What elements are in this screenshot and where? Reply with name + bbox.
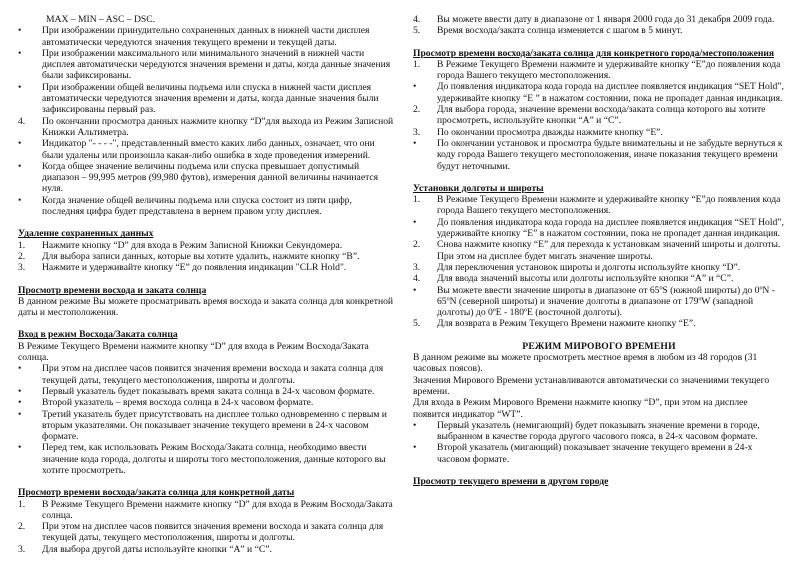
bullet-item	[413, 217, 785, 240]
item-text: При изображении максимального или минимального значений в нижней части дисплея автоматически чередуются значения времени и даты, когда данные значения были зафиксированы.	[42, 47, 391, 82]
item-text: Второй указатель – время восхода солнца в 24-х часовом формате.	[42, 397, 314, 409]
bullet-item	[18, 138, 394, 161]
section-heading: Удаление сохраненных данных	[18, 228, 154, 240]
item-text: В Режиме Текущего Времени нажмите и удерживайте кнопку “E”до появления кода города Вашего текущего местоположения.	[437, 58, 781, 82]
bullet-icon: •	[413, 284, 417, 296]
item-text: Когда общее значение величины подъема или спуска превышает допустимый диапазон – 99,995 метров (99,980 футов), измерения данной величины начинается нуля.	[42, 160, 379, 195]
bullet-item	[18, 442, 394, 476]
item-number: 2.	[413, 239, 421, 251]
item-text: Для ввода значений высоты или долготы используйте кнопки “A” и “C”.	[437, 273, 734, 285]
numbered-item	[413, 273, 785, 284]
bullet-item	[413, 138, 785, 172]
bullet-icon: •	[18, 385, 22, 397]
numbered-item	[18, 262, 394, 273]
paragraph: В Режиме Текущего Времени нажмите кнопку “D” для входа в Режим Восхода/Заката солнца.	[18, 340, 369, 364]
bullet-icon: •	[18, 363, 22, 375]
section-heading: Просмотр времени восхода/заката солнца для конкретного города/местоположения	[413, 47, 775, 59]
bullet-item	[413, 420, 785, 443]
numbered-item	[18, 544, 394, 555]
bullet-icon: •	[413, 137, 417, 149]
item-text: Снова нажмите кнопку “E” для перехода к установкам значений широты и долготы. При этом на дисплее будет мигать значение широты.	[437, 239, 781, 262]
item-number: 1.	[413, 58, 421, 70]
item-text: До появления индикатора кода города на дисплее появляется индикация “SET Hold”, удерживайте кнопку “E ” в нажатом состоянии, пока не пропадет данная индикация.	[437, 81, 784, 104]
item-number: 2.	[18, 521, 26, 533]
item-number: 1.	[413, 194, 421, 206]
right-column	[413, 14, 785, 487]
section-heading: Просмотр текущего времени в другом городе	[413, 475, 609, 487]
item-text: По окончании просмотра данных нажмите кнопку “D”для выхода из Режим Записной Книжки Альтиметра.	[42, 115, 394, 138]
item-text: При изображении общей величины подъема или спуска в нижней части дисплея автоматически чередуются значения времени и даты, когда данные значения были зафиксированы первый раз.	[42, 81, 379, 116]
item-text: Для выбора другой даты используйте кнопки “A” и “C”.	[42, 543, 272, 555]
item-text: Для возврата в Режим Текущего Времени нажмите кнопку “E”.	[437, 318, 696, 330]
item-text: Первый указатель (немигающий) будет показывать значение времени в городе, выбранном в качестве города другого часового пояса, в 24-х часовом формате.	[437, 419, 760, 443]
item-number: 4.	[413, 273, 421, 285]
bullet-item	[18, 25, 394, 48]
bullet-item	[18, 363, 394, 386]
bullet-icon: •	[18, 160, 22, 172]
section-heading: Установки долготы и широты	[413, 182, 544, 194]
bullet-icon: •	[18, 25, 22, 37]
item-number: 2.	[18, 250, 26, 262]
item-number: 4.	[413, 14, 421, 25]
bullet-icon: •	[413, 81, 417, 93]
item-text: Нажмите и удерживайте кнопку “E” до появления индикации "CLR Hold".	[42, 262, 347, 274]
item-text: По окончании просмотра дважды нажмите кнопку “E”.	[437, 126, 663, 138]
left-column	[18, 14, 394, 555]
item-number: 1.	[18, 498, 26, 510]
bullet-icon: •	[18, 442, 22, 454]
item-number: 5.	[413, 318, 421, 330]
bullet-icon: •	[18, 47, 22, 59]
item-text: Индикатор "- - - -", представленный вместо каких либо данных, означает, что они были удалены или произошла какая-либо ошибка в ходе проведения измерений.	[42, 138, 375, 161]
item-number: 3.	[18, 262, 26, 274]
item-number: 2.	[413, 104, 421, 116]
bullet-item	[18, 195, 394, 218]
item-number: 3.	[18, 543, 26, 555]
item-text: При этом на дисплее часов появится значения времени восхода и заката солнца для текущей даты, текущего местоположения, широты и долготы.	[42, 521, 384, 544]
bullet-icon: •	[18, 138, 22, 150]
item-text: При изображении принудительно сохраненных данных в нижней части дисплея автоматически чередуются значения текущего времени и текущей даты.	[42, 25, 370, 48]
item-text: Когда значение общей величины подъема или спуска состоит из пяти цифр, последняя цифра будет представлена в вернем правом углу дисплея.	[42, 194, 352, 218]
item-text: Для переключения установок широты и долготы используйте кнопку “D”.	[437, 261, 741, 273]
section-heading: Вход в режим Восхода/Заката солнца	[18, 329, 178, 341]
bullet-item	[18, 161, 394, 195]
item-text: В Режиме Текущего Времени нажмите кнопку “D” для входа в Режим Восхода/Заката солнца.	[42, 498, 393, 521]
numbered-item	[18, 251, 394, 262]
item-text: Вы можете ввести дату в диапазоне от 1 января 2000 года до 31 декабря 2009 года.	[437, 14, 775, 25]
item-text: Время восхода/заката солнца изменяется с шагом в 5 минут.	[437, 25, 683, 37]
bullet-item	[18, 386, 394, 397]
bullet-icon: •	[18, 81, 22, 93]
item-text: Для выбора города, значение времени восхода/заката солнца которого вы хотите просмотреть, используйте кнопки “A” и “C”.	[437, 104, 766, 127]
item-number: 1.	[18, 239, 26, 251]
item-text: Вы можете ввести значение широты в диапазоне от 65ºS (южной широты) до 0ºN - 65ºN (северной широты) и значение долготы в диапазоне от 179ºW (западной долготы) до 0ºE - 180ºE (восточной долготы).	[437, 284, 775, 319]
item-text: При этом на дисплее часов появится значения времени восхода и заката солнца для текущей даты, текущего местоположения, широты и долготы.	[42, 363, 384, 386]
bullet-item	[413, 442, 785, 465]
numbered-item	[413, 194, 785, 217]
paragraph: В данном режиме вы можете просмотреть местное время в любом из 48 городов (31 часовых поясов).	[413, 352, 758, 375]
numbered-item	[413, 104, 785, 127]
item-text: Нажмите кнопку “D” для входа в Режим Записной Книжки Секундомера.	[42, 239, 343, 251]
numbered-item	[18, 521, 394, 544]
item-text: Второй указатель (мигающий) показывает значение текущего времени в 24-х часовом формате.	[437, 442, 753, 465]
paragraph: Значения Мирового Времени устанавливаются автоматически со значениями текущего времени.	[413, 374, 770, 397]
paragraph: В данном режиме Вы можете просматривать время восхода и заката солнца для конкретной даты и местоположения.	[18, 295, 394, 319]
bullet-item	[413, 81, 785, 104]
numbered-item	[18, 499, 394, 522]
bullet-item	[18, 48, 394, 82]
numbered-item	[413, 239, 785, 262]
bullet-item	[18, 409, 394, 443]
bullet-icon: •	[413, 419, 417, 431]
text-line: MAX – MIN – ASC – DSC.	[46, 14, 156, 25]
item-number: 3.	[413, 261, 421, 273]
numbered-item	[413, 262, 785, 273]
section-heading: Просмотр времени восхода/заката солнца для конкретной даты	[18, 487, 295, 499]
item-text: В Режиме Текущего Времени нажмите и удерживайте кнопку “E”до появления кода города Вашего текущего местоположения.	[437, 194, 781, 217]
paragraph: Для входа в Режим Мирового Времени нажмите кнопку “D”, при этом на дисплее появится индикатор “WT”.	[413, 397, 748, 420]
bullet-icon: •	[18, 397, 22, 409]
item-text: До появления индикатора кода города на дисплее появляется индикация “SET Hold”, удерживайте кнопку “E” в нажатом состоянии, пока не пропадет данная индикация.	[437, 216, 784, 240]
bullet-icon: •	[413, 442, 417, 454]
bullet-item	[18, 82, 394, 116]
numbered-item	[413, 14, 785, 25]
item-number: 3.	[413, 126, 421, 138]
bullet-icon: •	[413, 216, 417, 228]
item-text: По окончании установок и просмотра будьте внимательны и не забудьте вернуться к коду города Вашего текущего местоположения, иначе показания текущего времени будут неточными.	[437, 137, 783, 172]
numbered-item	[413, 25, 785, 36]
bullet-item	[413, 285, 785, 319]
item-number: 4.	[18, 115, 26, 127]
numbered-item	[18, 116, 394, 139]
item-number: 5.	[413, 25, 421, 37]
chapter-heading: РЕЖИМ МИРОВОГО ВРЕМЕНИ	[522, 340, 676, 352]
bullet-icon: •	[18, 408, 22, 420]
numbered-item	[18, 240, 394, 251]
numbered-item	[413, 59, 785, 82]
item-text: Третий указатель будет присутствовать на дисплее только одновременно с первым и вторым указателями. Он показывает значение текущего времени в 24-х часовом формате.	[42, 408, 387, 443]
numbered-item	[413, 127, 785, 138]
item-text: Перед тем, как использовать Режим Восхода/Заката солнца, необходимо ввести значение кода города, долготы и широты того местоположения, данные которого вы хотите просмотреть.	[42, 442, 386, 476]
bullet-item	[18, 397, 394, 408]
numbered-item	[413, 318, 785, 329]
section-heading: Просмотр времени восхода и заката солнца	[18, 284, 207, 296]
item-text: Для выбора записи данных, которые вы хотите удалить, нажмите кнопку “B”.	[42, 250, 360, 262]
item-text: Первый указатель будет показывать время заката солнца в 24-х часовом формате.	[42, 385, 375, 397]
bullet-icon: •	[18, 194, 22, 206]
